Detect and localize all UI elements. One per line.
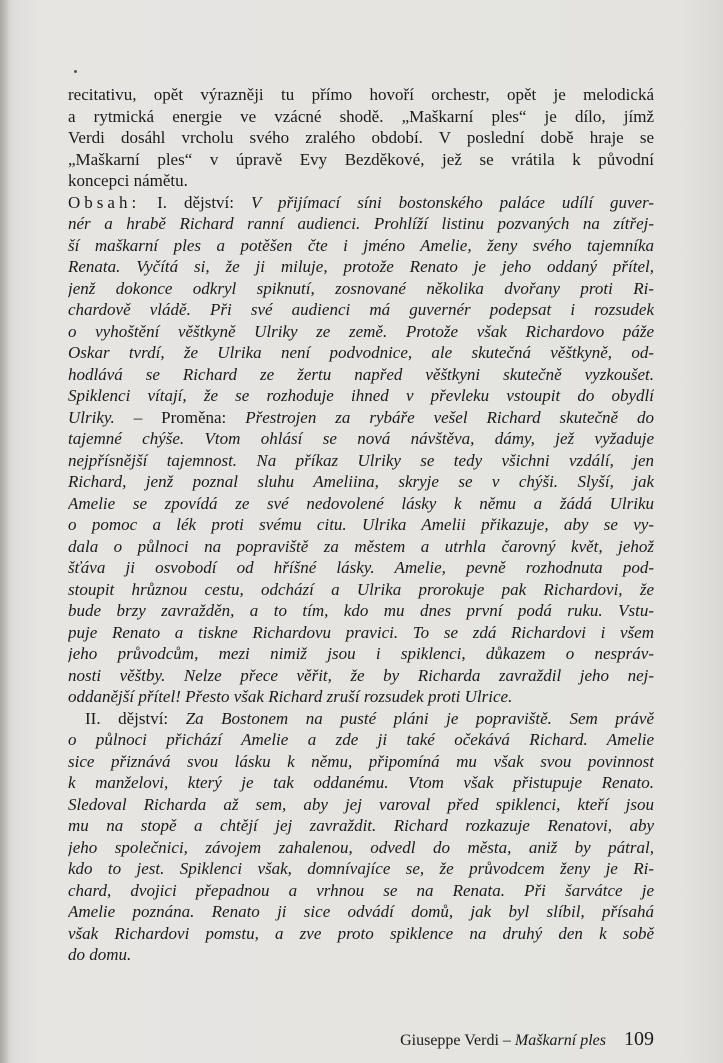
text-line: Verdi dosáhl vrcholu svého zralého období. V poslední době hraje se <box>68 128 654 147</box>
text-line: do domu. <box>68 945 132 964</box>
promena-text: Přestrojen za rybáře vešel Richard skutečně do <box>245 407 654 427</box>
text-line: Amelie poznána. Renato ji sice odvádí domů, jak byl slíbil, přísahá <box>68 902 654 921</box>
text-line: dala o půlnoci na popraviště za městem a utrhla čarovný květ, jehož <box>68 536 654 556</box>
text-line: koncepci námětu. <box>68 171 188 190</box>
text-line: sice přiznává svou lásku k němu, připomíná mu však svou povinnost <box>68 751 654 771</box>
text-line: jenž dokonce odkryl spiknutí, zosnované několika dvořany proti Ri- <box>68 278 654 298</box>
text-line: o půlnoci přichází Amelie a zde ji také očekává Richard. Amelie <box>68 730 654 749</box>
text-line: chardově vládě. Při své audienci má guvernér podepsat i rozsudek <box>68 300 654 319</box>
text-line: nosti věštby. Nelze přece věřit, že by Richarda zavraždil jeho nej- <box>68 665 654 685</box>
print-speck <box>74 70 77 73</box>
text-line: k manželovi, který je tak oddanému. Vtom však přistupuje Renato. <box>68 773 654 792</box>
act-two-heading-line <box>68 708 654 730</box>
text-line: však Richardovi pomstu, a zve proto spiklence na druhý den k sobě <box>68 923 654 943</box>
text-line: a rytmická energie ve vzácné shodě. „Maškarní ples“ je dílo, jímž <box>68 106 654 126</box>
text-line: jeho společnici, závojem zahalenou, odvedl do města, aniž by pátral, <box>68 837 654 857</box>
scene-change-line <box>68 407 654 429</box>
text-line: ší maškarní ples a potěšen čte i jméno Amelie, ženy svého tajemníka <box>68 235 654 255</box>
running-footer <box>362 1028 654 1051</box>
act-one-heading-line <box>68 192 654 214</box>
text-line: hodlává se Richard ze žertu napřed věštkyni skutečně vyzkoušet. <box>68 364 654 384</box>
text-line: Spiklenci vítají, že se rozhoduje ihned v převleku vstoupit do obydlí <box>68 386 654 405</box>
text-line: nejpřísnější tajemnost. Na příkaz Ulriky se tedy všichni vzdálí, jen <box>68 450 654 470</box>
text-line: chard, dvojici přepadnou a vrhnou se na Renata. Při šarvátce je <box>68 880 654 900</box>
text-line: Oskar tvrdí, že Ulrika není podvodnice, ale skutečná věštkyně, od- <box>68 343 654 362</box>
text-line: jeho průvodcům, mezi nimiž jsou i spiklenci, důkazem o nespráv- <box>68 644 654 663</box>
text-line: bude brzy zavražděn, a to tím, kdo mu dnes první podá ruku. Vstu- <box>68 601 654 620</box>
footer-author: Giuseppe Verdi <box>400 1032 499 1049</box>
text-line: Sledoval Richarda až sem, aby jej varoval před spiklenci, kteří jsou <box>68 794 654 814</box>
text-line: oddanější přítel! Přesto však Richard zruší rozsudek proti Ulrice. <box>68 687 513 706</box>
text-line: o pomoc a lék proti svému citu. Ulrika Amelii přikazuje, aby se vy- <box>68 515 654 534</box>
act-two-label: II. dějství: <box>85 708 169 728</box>
text-line: Renata. Vyčítá si, že ji miluje, protože Renato je jeho oddaný přítel, <box>68 257 654 276</box>
text-line: šťáva ji osvobodí od hříšné lásky. Amelie, pevně rozhodnuta pod- <box>68 558 654 577</box>
text-line: tajemné chýše. Vtom ohlásí se nová návštěva, dámy, jež vyžaduje <box>68 429 654 448</box>
text-line: „Maškarní ples“ v úpravě Evy Bezděkové, jež se vrátila k původní <box>68 149 654 169</box>
page-number: 109 <box>624 1028 654 1050</box>
text-line: stoupit hrůznou cestu, odchází a Ulrika prorokuje pak Richardovi, že <box>68 579 654 599</box>
gutter-shadow <box>0 0 10 1063</box>
promena-label: – Proměna: <box>133 407 227 427</box>
footer-title: Maškarní ples <box>514 1032 606 1049</box>
text-line: mu na stopě a chtějí jej zavraždit. Richard rozkazuje Renatovi, aby <box>68 816 654 835</box>
text-line: puje Renato a tiskne Richardovu pravici. To se zdá Richardovi i všem <box>68 622 654 642</box>
text-line: Amelie se zpovídá ze své nedovolené lásky k němu a žádá Ulriku <box>68 493 654 513</box>
text-line: o vyhoštění věštkyně Ulriky ze země. Protože však Richardovo páže <box>68 321 654 341</box>
text-line: Richard, jenž poznal sluhu Ameliina, skryje se v chýši. Slyší, jak <box>68 472 654 491</box>
ulriky-text: Ulriky. <box>68 407 115 427</box>
act-two-text: Za Bostonem na pusté pláni je popraviště. Sem právě <box>185 708 654 728</box>
act-one-text: V přijímací síni bostonského paláce udílí guver- <box>250 192 654 212</box>
obsah-label: Obsah: <box>68 192 141 212</box>
act-one-label: I. dějství: <box>157 192 234 212</box>
body-text <box>68 84 654 966</box>
text-line: kdo to jest. Spiklenci však, domnívajíce se, že průvodcem ženy je Ri- <box>68 859 654 878</box>
text-line: recitativu, opět výrazněji tu přímo hovoří orchestr, opět je melodická <box>68 85 654 104</box>
text-line: nér a hrabě Richard ranní audienci. Prohlíží listinu pozvaných na zítřej- <box>68 214 654 233</box>
footer-dash: – <box>502 1032 511 1049</box>
